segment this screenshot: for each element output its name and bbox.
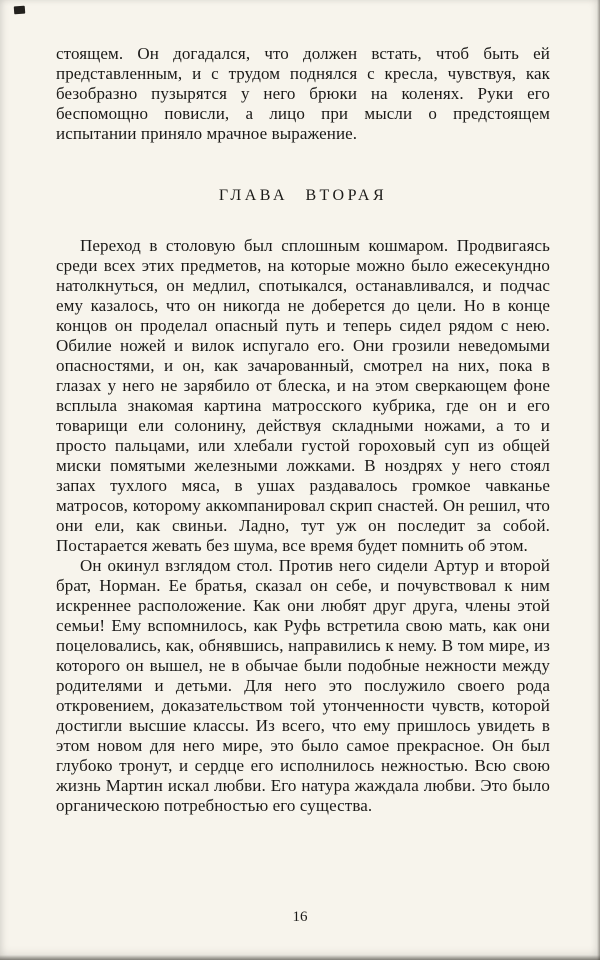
scan-bottom-edge-artifact [0, 955, 600, 960]
scan-corner-artifact [14, 6, 26, 15]
continuation-paragraph: стоящем. Он догадался, что должен встать, чтоб быть ей представленным, и с трудом поднялся с кресла, чувствуя, как безобразно пузырятся у него брюки на коленях. Руки его беспомощно повисли, а лицо при мысли о предстоящем испытании приняло мрачное выражение. [56, 44, 550, 143]
chapter-heading: ГЛАВА ВТОРАЯ [218, 187, 388, 204]
body-paragraph-second: Он окинул взглядом стол. Против него сидели Артур и второй брат, Норман. Ее братья, сказал он себе, и почувствовал к ним искреннее расположение. Как они любят друг друга, члены этой семьи! Ему вспомнилось, как Руфь встретила свою мать, как они поцеловались, как, обнявшись, направились к нему. В том мире, из которого он вышел, не в обычае были подобные нежности между родителями и детьми. Для него это послужило своего рода откровением, доказательством той утонченности чувств, которой достигли высшие классы. Из всего, что ему пришлось увидеть в этом новом для него мире, это было самое прекрасное. Он был глубоко тронут, и сердце его исполнилось нежностью. Всю свою жизнь Мартин искал любви. Его натура жаждала любви. Это было органическою потребностью его существа. [56, 556, 550, 815]
page-number: 16 [292, 909, 308, 925]
body-paragraph-first: Переход в столовую был сплошным кошмаром. Продвигаясь среди всех этих предметов, на которые можно было ежесекундно натолкнуться, он медлил, спотыкался, останавливался, и подчас ему казалось, что он никогда не доберется до цели. Но в конце концов он проделал опасный путь и теперь сидел рядом с нею. Обилие ножей и вилок испугало его. Они грозили неведомыми опасностями, и он, как зачарованный, смотрел на них, пока в глазах у него не зарябило от блеска, и на этом сверкающем фоне всплыла знакомая картина матросского кубрика, где он и его товарищи ели солонину, действуя складными ножами, а то и просто пальцами, или хлебали густой гороховый суп из общей миски помятыми железными ложками. В ноздрях у него стоял запах тухлого мяса, в ушах раздавалось громкое чавканье матросов, которому аккомпанировал скрип снастей. Он решил, что они ели, как свиньи. Ладно, тут уж он последит за собой. Постарается жевать без шума, все время будет помнить об этом. [56, 236, 550, 555]
